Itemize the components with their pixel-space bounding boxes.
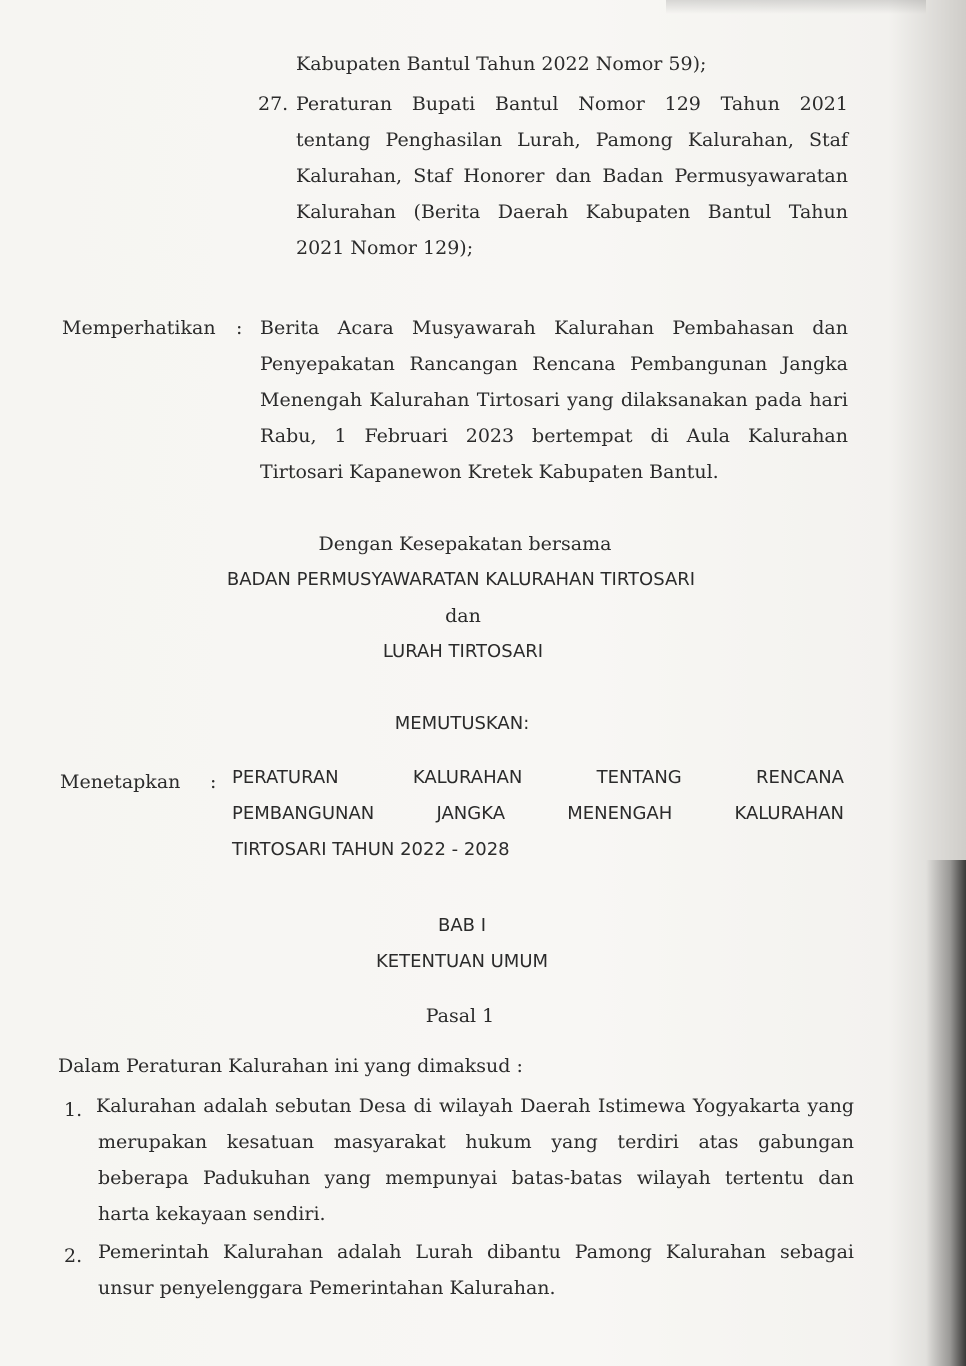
item-26-tail: Kabupaten Bantul Tahun 2022 Nomor 59); [296, 53, 707, 75]
menetapkan-line-1: PERATURAN KALURAHAN TENTANG RENCANA [232, 767, 844, 788]
memperhatikan-line-4: Rabu, 1 Februari 2023 bertempat di Aula Kalurahan [260, 425, 848, 447]
definition-2-line-2: unsur penyelenggara Pemerintahan Kalurahan. [98, 1277, 556, 1299]
definition-1-line-4: harta kekayaan sendiri. [98, 1203, 326, 1225]
item-27-line-3: Kalurahan, Staf Honorer dan Badan Permusyawaratan [296, 165, 848, 187]
memutuskan-heading: MEMUTUSKAN: [394, 713, 530, 734]
definition-1-line-3: beberapa Padukuhan yang mempunyai batas-batas wilayah tertentu dan [98, 1167, 854, 1189]
item-27-line-5: 2021 Nomor 129); [296, 237, 474, 259]
kesepakatan-line-4: LURAH TIRTOSARI [382, 641, 544, 662]
definition-2-number: 2. [64, 1245, 83, 1267]
memperhatikan-colon: : [236, 317, 243, 339]
kesepakatan-line-2: BADAN PERMUSYAWARATAN KALURAHAN TIRTOSARI [226, 569, 696, 590]
item-27-line-2: tentang Penghasilan Lurah, Pamong Kalurahan, Staf [296, 129, 848, 151]
menetapkan-label: Menetapkan [60, 771, 181, 793]
kesepakatan-line-3: dan [445, 605, 481, 627]
memperhatikan-line-1: Berita Acara Musyawarah Kalurahan Pembahasan dan [260, 317, 848, 339]
kesepakatan-line-1: Dengan Kesepakatan bersama [318, 533, 612, 555]
item-27-line-1: Peraturan Bupati Bantul Nomor 129 Tahun 2021 [296, 93, 848, 115]
bab-title: KETENTUAN UMUM [375, 951, 549, 972]
memperhatikan-line-5: Tirtosari Kapanewon Kretek Kabupaten Bantul. [260, 461, 719, 483]
pasal-heading: Pasal 1 [425, 1005, 495, 1027]
definition-1-line-1: Kalurahan adalah sebutan Desa di wilayah Daerah Istimewa Yogyakarta yang [96, 1095, 854, 1117]
definition-1-line-2: merupakan kesatuan masyarakat hukum yang terdiri atas gabungan [98, 1131, 854, 1153]
item-27-line-4: Kalurahan (Berita Daerah Kabupaten Bantul Tahun [296, 201, 848, 223]
scan-smudge [666, 0, 926, 14]
memperhatikan-line-2: Penyepakatan Rancangan Rencana Pembangunan Jangka [260, 353, 848, 375]
definition-1-number: 1. [64, 1099, 83, 1121]
menetapkan-line-3: TIRTOSARI TAHUN 2022 - 2028 [232, 839, 510, 860]
bab-number: BAB I [437, 915, 487, 936]
definition-2-line-1: Pemerintah Kalurahan adalah Lurah dibantu Pamong Kalurahan sebagai [98, 1241, 854, 1263]
memperhatikan-label: Memperhatikan [62, 317, 216, 339]
menetapkan-line-2: PEMBANGUNAN JANGKA MENENGAH KALURAHAN [232, 803, 844, 824]
definitions-intro: Dalam Peraturan Kalurahan ini yang dimaksud : [58, 1055, 523, 1077]
item-27-number: 27. [258, 93, 289, 115]
menetapkan-colon: : [210, 771, 217, 793]
memperhatikan-line-3: Menengah Kalurahan Tirtosari yang dilaksanakan pada hari [260, 389, 848, 411]
scan-edge-shadow [926, 860, 966, 1366]
